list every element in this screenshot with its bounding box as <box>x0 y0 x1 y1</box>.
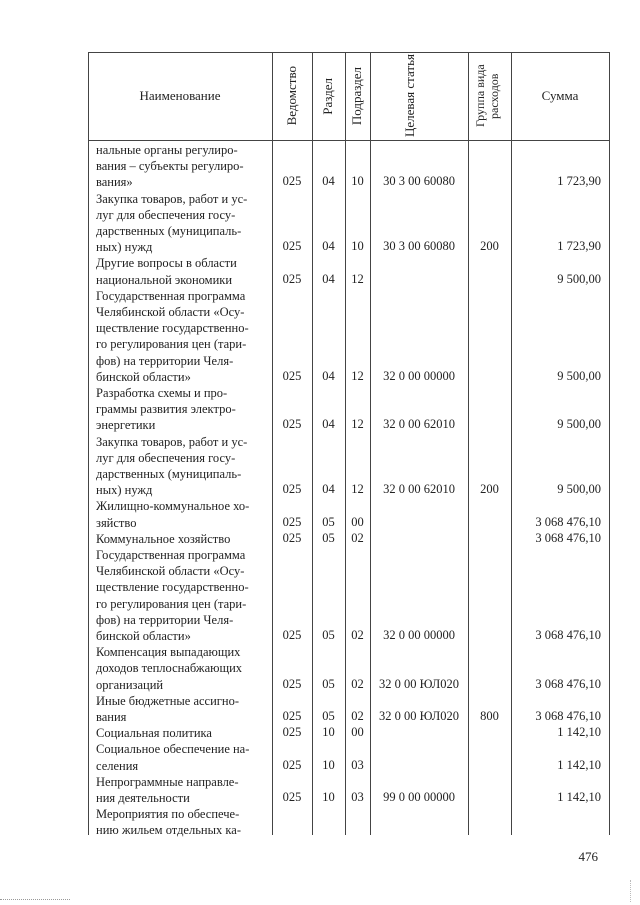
footer-dotted-line <box>0 899 70 901</box>
row-podrazdel: 00 <box>351 725 364 740</box>
row-name-line: нию жильем отдельных ка- <box>96 823 241 838</box>
row-name-line: Коммунальное хозяйство <box>96 531 231 546</box>
row-name-line: дарственных (муниципаль- <box>96 467 242 481</box>
row-podrazdel: 03 <box>351 790 364 804</box>
row-summa: 3 068 476,10 <box>535 628 601 642</box>
row-name-line: Закупка товаров, работ и ус- <box>96 434 248 449</box>
row-name-line: луг для обеспечения госу- <box>96 450 236 465</box>
row-vedomstvo: 025 <box>282 676 302 691</box>
row-podrazdel: 03 <box>351 757 364 772</box>
row-name-line: вания – субъекты регулиро- <box>96 159 244 174</box>
row-razdel: 05 <box>322 676 335 691</box>
row-celevaya-statya: 32 0 00 ЮЛ020 <box>378 676 460 691</box>
row-summa: 3 068 476,10 <box>535 530 601 545</box>
row-summa: 3 068 476,10 <box>535 676 601 691</box>
row-vedomstvo: 025 <box>282 514 302 529</box>
row-name <box>96 142 272 191</box>
page-number: 476 <box>578 849 598 864</box>
row-name-line: Разработка схемы и про- <box>96 386 228 400</box>
row-name-line: Челябинской области «Осу- <box>96 305 245 319</box>
row-name-line: Социальное обеспечение на- <box>96 742 250 757</box>
row-vedomstvo: 025 <box>282 239 302 254</box>
row-podrazdel: 10 <box>351 239 364 254</box>
row-vedomstvo: 025 <box>282 757 302 772</box>
row-name-line: селения <box>96 758 139 773</box>
row-razdel: 04 <box>322 239 335 254</box>
row-razdel: 05 <box>322 514 335 529</box>
row-celevaya-statya: 30 3 00 60080 <box>383 174 455 189</box>
col-border <box>609 52 610 835</box>
row-vedomstvo: 025 <box>282 417 302 432</box>
row-podrazdel: 02 <box>351 530 364 545</box>
row-name-line: Государственная программа <box>96 548 246 562</box>
row-podrazdel: 00 <box>351 514 364 529</box>
row-summa: 1 142,10 <box>557 757 601 772</box>
row-name <box>96 693 272 725</box>
row-podrazdel: 02 <box>351 709 364 723</box>
row-summa: 9 500,00 <box>557 482 601 497</box>
row-summa: 9 500,00 <box>557 417 601 432</box>
row-celevaya-statya: 30 3 00 60080 <box>383 239 455 254</box>
row-name-line: бинской области» <box>96 369 191 384</box>
row-name-line: доходов теплоснабжающих <box>96 661 243 676</box>
row-name-line: Другие вопросы в области <box>96 256 237 271</box>
header-summa: Сумма <box>541 88 579 103</box>
row-celevaya-statya: 99 0 00 00000 <box>383 790 455 804</box>
row-razdel: 05 <box>322 628 335 642</box>
row-name <box>96 498 272 530</box>
row-razdel: 10 <box>322 725 335 740</box>
row-name-line: ных) нужд <box>96 483 153 498</box>
row-podrazdel: 02 <box>351 628 364 642</box>
row-gruppa-vida: 200 <box>480 239 499 254</box>
row-celevaya-statya: 32 0 00 00000 <box>383 368 455 383</box>
row-name <box>96 644 272 693</box>
row-celevaya-statya: 32 0 00 00000 <box>383 628 455 642</box>
row-summa: 3 068 476,10 <box>535 709 601 723</box>
row-vedomstvo: 025 <box>282 725 302 740</box>
header-podrazdel: Подраздел <box>349 66 365 126</box>
row-name-line: Челябинской области «Осу- <box>96 564 245 579</box>
row-gruppa-vida: 200 <box>480 482 499 497</box>
row-vedomstvo: 025 <box>282 628 302 642</box>
row-name-line: Иные бюджетные ассигно- <box>96 693 240 708</box>
row-vedomstvo: 025 <box>282 368 302 383</box>
row-name <box>96 725 272 741</box>
row-podrazdel: 12 <box>351 271 364 286</box>
row-summa: 1 723,90 <box>557 239 601 254</box>
row-name-line: Закупка товаров, работ и ус- <box>96 191 248 206</box>
row-name-line: энергетики <box>96 418 156 433</box>
row-name <box>96 255 272 287</box>
row-name-line: ществление государственно- <box>96 580 249 595</box>
row-name-line: вания <box>96 710 127 724</box>
row-podrazdel: 10 <box>351 174 364 189</box>
row-name-line: вания» <box>96 175 133 190</box>
row-razdel: 05 <box>322 709 335 723</box>
row-name-line: ния деятельности <box>96 791 190 805</box>
row-name-line: Непрограммные направле- <box>96 774 239 789</box>
row-name-line: го регулирования цен (тари- <box>96 337 247 352</box>
row-celevaya-statya: 32 0 00 62010 <box>383 417 455 432</box>
row-name <box>96 385 272 434</box>
col-border <box>88 52 89 835</box>
row-razdel: 04 <box>322 271 335 286</box>
row-celevaya-statya: 32 0 00 62010 <box>383 482 455 497</box>
row-summa: 9 500,00 <box>557 271 601 286</box>
row-celevaya-statya: 32 0 00 ЮЛ020 <box>378 709 460 723</box>
row-name <box>96 547 272 644</box>
row-razdel: 10 <box>322 790 335 804</box>
row-razdel: 04 <box>322 174 335 189</box>
row-name <box>96 434 272 499</box>
row-podrazdel: 12 <box>351 482 364 497</box>
row-name-line: луг для обеспечения госу- <box>96 207 236 222</box>
row-vedomstvo: 025 <box>282 174 302 189</box>
row-vedomstvo: 025 <box>282 790 302 804</box>
row-summa: 1 723,90 <box>557 174 601 189</box>
header-name: Наименование <box>139 88 221 103</box>
row-name <box>96 531 272 547</box>
row-name <box>96 774 272 806</box>
row-podrazdel: 12 <box>351 417 364 432</box>
row-name-line: го регулирования цен (тари- <box>96 596 247 611</box>
row-razdel: 04 <box>322 368 335 383</box>
row-gruppa-vida: 800 <box>480 709 499 723</box>
row-name-line: фов) на территории Челя- <box>96 353 234 368</box>
row-name-line: национальной экономики <box>96 272 233 287</box>
header-celevaya-statya: Целевая статья <box>402 54 417 138</box>
row-name-line: зяйство <box>96 515 137 530</box>
header-bottom-border <box>88 140 610 141</box>
row-name-line: Жилищно-коммунальное хо- <box>96 499 250 514</box>
row-name <box>96 741 272 773</box>
row-name-line: Мероприятия по обеспече- <box>96 807 240 822</box>
row-summa: 3 068 476,10 <box>535 514 601 529</box>
header-razdel: Раздел <box>320 77 336 115</box>
row-name-line: ных) нужд <box>96 240 153 255</box>
row-podrazdel: 12 <box>351 368 364 383</box>
row-name-line: организаций <box>96 677 164 692</box>
header-gruppa-vida: Группа вида расходов <box>472 64 501 128</box>
row-name-line: ществление государственно- <box>96 321 249 336</box>
row-name-line: бинской области» <box>96 629 191 644</box>
row-vedomstvo: 025 <box>282 709 302 723</box>
row-name-line: Социальная политика <box>96 726 212 741</box>
row-summa: 9 500,00 <box>557 368 601 383</box>
row-summa: 1 142,10 <box>557 790 601 804</box>
row-razdel: 04 <box>322 482 335 497</box>
row-razdel: 05 <box>322 530 335 545</box>
row-name <box>96 806 272 838</box>
row-name-line: нальные органы регулиро- <box>96 143 238 157</box>
row-razdel: 10 <box>322 757 335 772</box>
row-vedomstvo: 025 <box>282 530 302 545</box>
row-name <box>96 288 272 385</box>
row-name-line: фов) на территории Челя- <box>96 612 234 627</box>
row-name-line: дарственных (муниципаль- <box>96 224 242 238</box>
row-razdel: 04 <box>322 417 335 432</box>
row-name-line: Компенсация выпадающих <box>96 645 241 660</box>
row-podrazdel: 02 <box>351 676 364 691</box>
margin-mark <box>630 880 632 902</box>
row-name-line: граммы развития электро- <box>96 402 236 417</box>
row-vedomstvo: 025 <box>282 482 302 497</box>
budget-table <box>88 52 610 838</box>
row-name-line: Государственная программа <box>96 288 246 303</box>
row-vedomstvo: 025 <box>282 271 302 286</box>
row-name <box>96 191 272 256</box>
header-vedomstvo: Ведомство <box>283 66 299 126</box>
row-summa: 1 142,10 <box>557 725 601 740</box>
